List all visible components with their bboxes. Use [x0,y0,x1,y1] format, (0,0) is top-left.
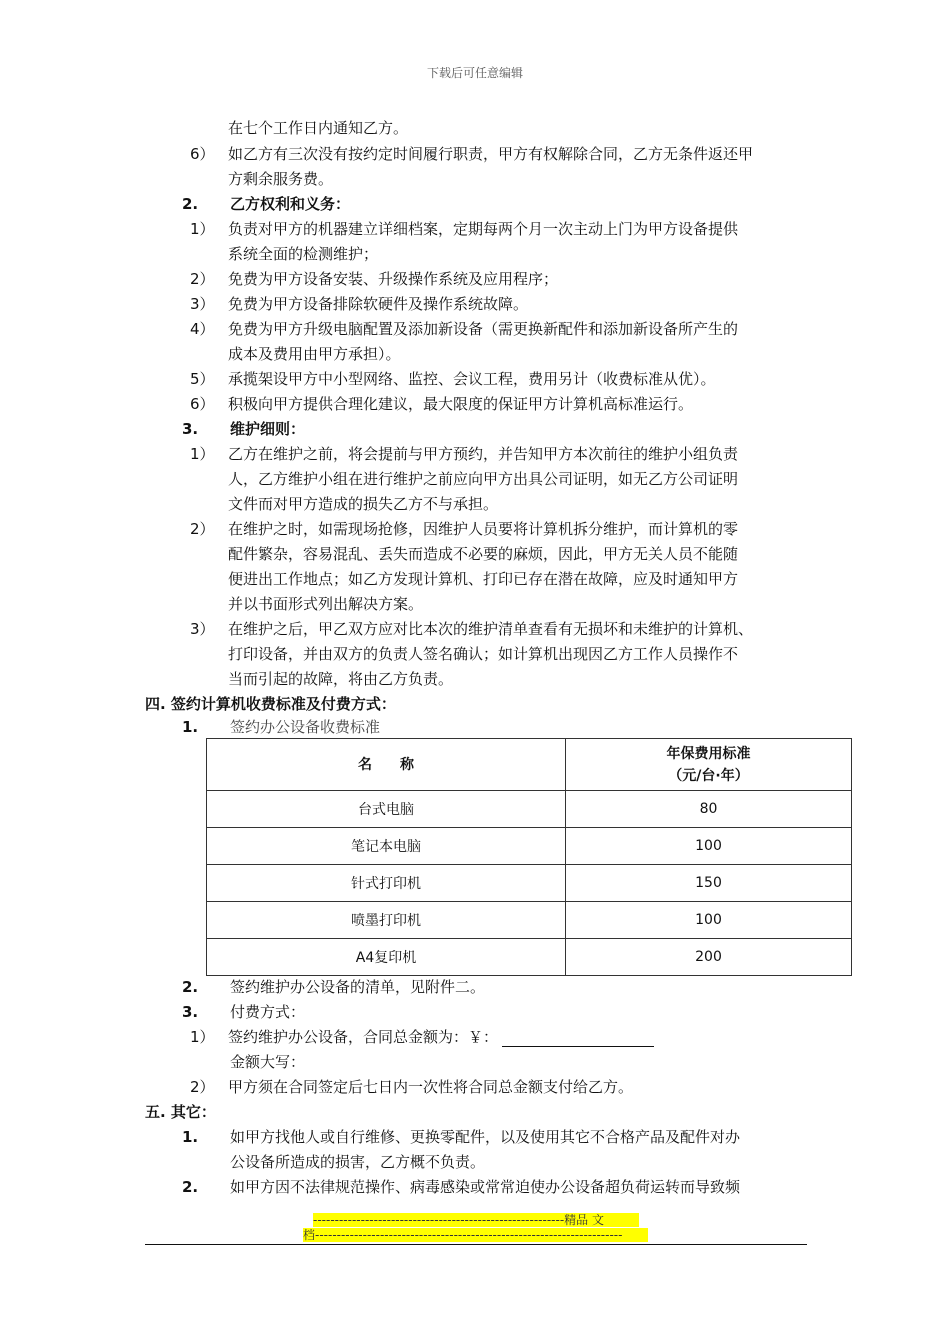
device-fee: 150 [566,865,852,902]
table-header-row [207,739,852,791]
page-header: 下载后可任意编辑 [426,66,523,80]
paragraph-line: 便进出工作地点；如乙方发现计算机、打印已存在潜在故障，应及时通知甲方 [228,570,739,588]
paragraph-line: 在七个工作日内通知乙方。 [228,119,409,137]
paragraph-line: 如甲方找他人或自行维修、更换零配件，以及使用其它不合格产品及配件对办 [230,1128,741,1146]
section-number: 2. [182,978,199,996]
paragraph-line: 免费为甲方设备排除软硬件及操作系统故障。 [228,295,529,313]
paragraph-line: 打印设备，并由双方的负责人签名确认；如计算机出现因乙方工作人员操作不 [228,645,739,663]
paragraph-line: 承揽架设甲方中小型网络、监控、会议工程，费用另计（收费标准从优）。 [228,370,716,388]
device-name: 笔记本电脑 [207,828,566,865]
item-number: 2） [190,1078,215,1096]
section-number: 1. [182,1128,199,1146]
section-number: 3. [182,1003,199,1021]
device-name: A4复印机 [207,939,566,976]
device-fee: 100 [566,902,852,939]
item-number: 6） [190,145,215,163]
paragraph-line: 并以书面形式列出解决方案。 [228,595,424,613]
paragraph-line: 方剩余服务费。 [228,170,334,188]
section-number: 2. [182,195,199,213]
device-name: 针式打印机 [207,865,566,902]
item-number: 1） [190,220,215,238]
section-number: 3. [182,420,199,438]
amount-label: 签约维护办公设备，合同总金额为：￥： [228,1028,499,1046]
item-number: 3） [190,620,215,638]
paragraph-line: 公设备所造成的损害，乙方概不负责。 [230,1153,486,1171]
device-fee: 80 [566,791,852,828]
device-fee: 200 [566,939,852,976]
section-title: 签约办公设备收费标准 [230,718,381,736]
item-number: 4） [190,320,215,338]
section-title: 维护细则： [230,420,306,438]
paragraph-line: 成本及费用由甲方承担）。 [228,345,401,363]
table-row [207,902,852,939]
table-row [207,791,852,828]
paragraph-line: 系统全面的检测维护； [228,245,379,263]
footer-watermark-line2: 档----------------------------------------------------------------------- [303,1228,648,1242]
column-header-name: 名 称 [207,739,566,791]
fee-table [206,738,852,976]
paragraph-line [228,1027,654,1047]
paragraph-line: 负责对甲方的机器建立详细档案，定期每两个月一次主动上门为甲方设备提供 [228,220,739,238]
item-number: 5） [190,370,215,388]
item-number: 3） [190,295,215,313]
paragraph-line: 乙方在维护之前，将会提前与甲方预约，并告知甲方本次前往的维护小组负责 [228,445,739,463]
item-number: 2） [190,520,215,538]
paragraph-line: 配件繁杂，容易混乱、丢失而造成不必要的麻烦，因此，甲方无关人员不能随 [228,545,739,563]
device-name: 台式电脑 [207,791,566,828]
paragraph-line: 免费为甲方设备安装、升级操作系统及应用程序； [228,270,559,288]
section-number: 2. [182,1178,199,1196]
item-number: 2） [190,270,215,288]
item-number: 6） [190,395,215,413]
column-header-fee-line1: 年保费用标准 [666,745,751,762]
device-fee: 100 [566,828,852,865]
paragraph-line: 如乙方有三次没有按约定时间履行职责，甲方有权解除合同，乙方无条件返还甲 [228,145,754,163]
paragraph-line: 在维护之时，如需现场抢修，因维护人员要将计算机拆分维护，而计算机的零 [228,520,739,538]
paragraph-line: 在维护之后，甲乙双方应对比本次的维护清单查看有无损坏和未维护的计算机、 [228,620,754,638]
device-name: 喷墨打印机 [207,902,566,939]
amount-blank [502,1030,654,1047]
section-title: 乙方权利和义务： [230,195,351,213]
paragraph-line: 文件而对甲方造成的损失乙方不与承担。 [228,495,499,513]
table-row [207,939,852,976]
column-header-fee [566,739,852,791]
table-row [207,865,852,902]
paragraph-line: 付费方式： [230,1003,306,1021]
table-row [207,828,852,865]
paragraph-line: 金额大写： [230,1053,306,1071]
paragraph-line: 当而引起的故障，将由乙方负责。 [228,670,454,688]
paragraph-line: 如甲方因不法律规范操作、病毒感染或常常迫使办公设备超负荷运转而导致频 [230,1178,741,1196]
paragraph-line: 人，乙方维护小组在进行维护之前应向甲方出具公司证明，如无乙方公司证明 [228,470,739,488]
footer-watermark-line1: ----------------------------------------------------------精品 文 [313,1213,639,1227]
paragraph-line: 积极向甲方提供合理化建议，最大限度的保证甲方计算机高标准运行。 [228,395,694,413]
section-number: 1. [182,718,199,736]
footer-rule [145,1244,807,1245]
paragraph-line: 甲方须在合同签定后七日内一次性将合同总金额支付给乙方。 [228,1078,634,1096]
chapter-heading: 五. 其它： [145,1103,216,1121]
paragraph-line: 免费为甲方升级电脑配置及添加新设备（需更换新配件和添加新设备所产生的 [228,320,739,338]
item-number: 1） [190,1028,215,1046]
chapter-heading: 四. 签约计算机收费标准及付费方式： [145,695,396,713]
item-number: 1） [190,445,215,463]
column-header-fee-line2: （元/台·年） [668,767,749,784]
paragraph-line: 签约维护办公设备的清单，见附件二。 [230,978,486,996]
